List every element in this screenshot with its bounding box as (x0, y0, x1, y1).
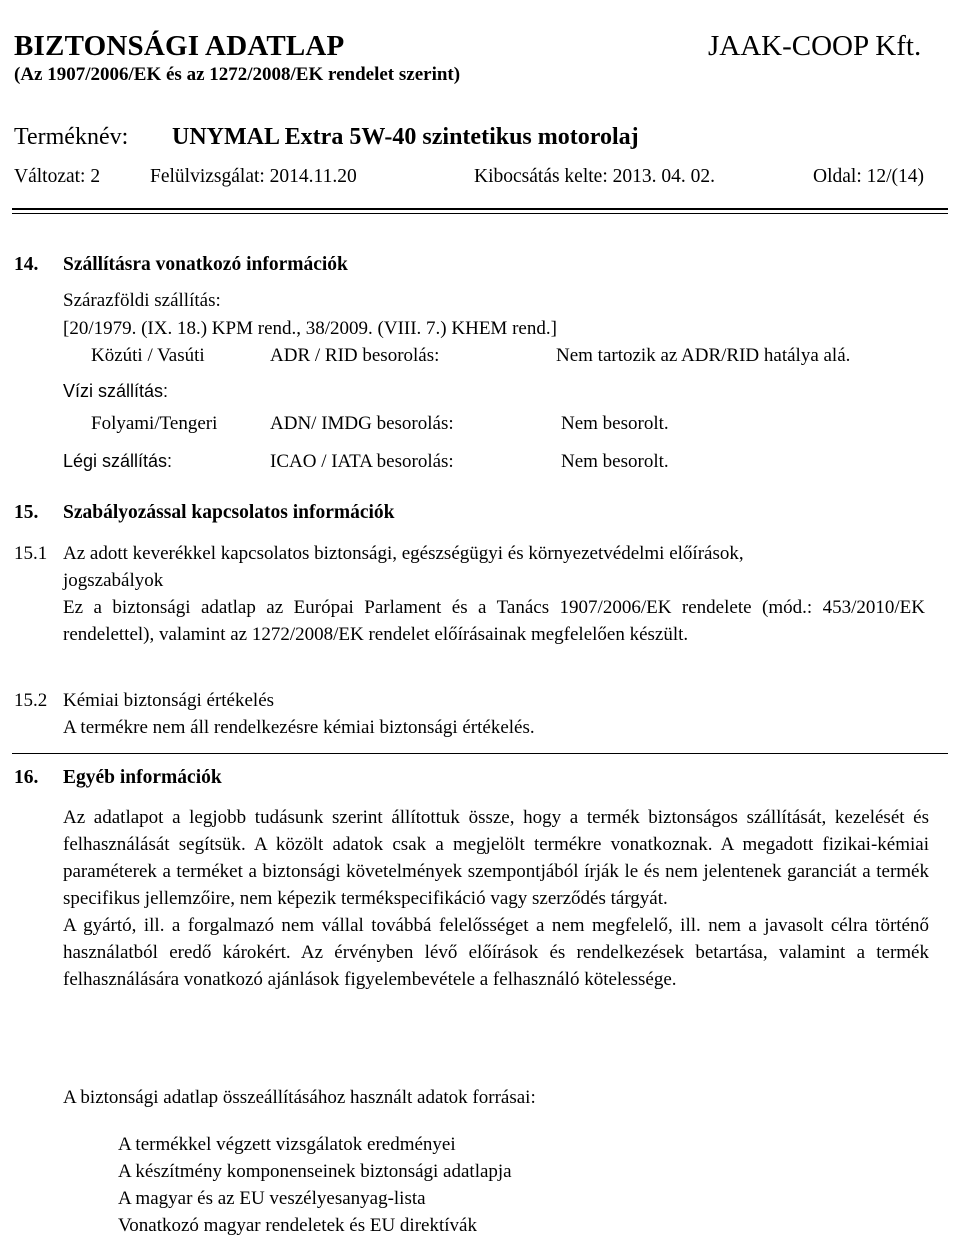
section-divider (12, 753, 948, 754)
subsection-15-1-text (63, 594, 925, 648)
section-16-title: Egyéb információk (63, 767, 222, 788)
road-rail-mode: Közúti / Vasúti (91, 345, 205, 366)
issue-date: Kibocsátás kelte: 2013. 04. 02. (474, 166, 715, 187)
list-item: Vonatkozó magyar rendeletek és EU direktívák (118, 1215, 477, 1236)
subsection-15-2-number: 15.2 (14, 690, 48, 711)
road-rail-value: Nem tartozik az ADR/RID hatálya alá. (556, 345, 851, 366)
air-classification: ICAO / IATA besorolás: (270, 451, 454, 472)
sources-heading: A biztonsági adatlap összeállításához használt adatok forrásai: (63, 1087, 536, 1108)
section-16-paragraph-2: A gyártó, ill. a forgalmazó nem vállal továbbá felelősséget a nem megfelelő, ill. nem a javasolt célra történő használatból eredő károkért. Az érvényben lévő előírások és rendelkezések betartása, valamint a termék felhasználására vonatkozó ajánlások figyelembevétele a felhasználó kötelessége. (63, 915, 929, 990)
section-16-number: 16. (14, 767, 39, 788)
land-transport-regulations: [20/1979. (IX. 18.) KPM rend., 38/2009. (VIII. 7.) KHEM rend.] (63, 318, 557, 339)
air-transport-label: Légi szállítás: (63, 451, 173, 471)
section-15-number: 15. (14, 502, 39, 523)
section-15-title: Szabályozással kapcsolatos információk (63, 502, 395, 523)
water-transport-label: Vízi szállítás: (63, 381, 169, 401)
list-item: A magyar és az EU veszélyesanyag-lista (118, 1188, 426, 1209)
section-16-paragraph-1: Az adatlapot a legjobb tudásunk szerint állítottuk össze, hogy a termék biztonságos szállítását, kezelését és felhasználását segítsük. A közölt adatok csak a megjelölt termékre vonatkoznak. A megadott fizikai-kémiai paraméterek a terméket a biztonsági követelmények szempontjából írják le és nem jelentenek garanciát a termék specifikus jellemzőire, nem képezik termékspecifikáció vagy szerződés tárgyát. (63, 807, 929, 909)
sources-list (118, 1131, 512, 1239)
product-name: UNYMAL Extra 5W-40 szintetikus motorolaj (172, 124, 639, 150)
road-rail-classification: ADR / RID besorolás: (270, 345, 440, 366)
document-title: BIZTONSÁGI ADATLAP (14, 30, 345, 62)
list-item: A termékkel végzett vizsgálatok eredményei (118, 1134, 456, 1155)
version: Változat: 2 (14, 166, 101, 187)
air-value: Nem besorolt. (561, 451, 669, 472)
subsection-15-2-text: A termékre nem áll rendelkezésre kémiai biztonsági értékelés. (63, 717, 535, 738)
subsection-15-1-title-cont: jogszabályok (63, 570, 164, 591)
section-16-body (63, 804, 929, 993)
subsection-15-1-number: 15.1 (14, 543, 48, 564)
water-value: Nem besorolt. (561, 413, 669, 434)
section-14-title: Szállításra vonatkozó információk (63, 254, 348, 275)
water-transport-mode: Folyami/Tengeri (91, 413, 218, 434)
page-number: Oldal: 12/(14) (813, 166, 925, 187)
water-classification: ADN/ IMDG besorolás: (270, 413, 454, 434)
product-label: Terméknév: (14, 124, 129, 150)
subsection-15-1-title: Az adott keverékkel kapcsolatos biztonsági, egészségügyi és környezetvédelmi előírások, (63, 543, 744, 564)
land-transport-label: Szárazföldi szállítás: (63, 290, 221, 311)
subsection-15-1-paragraph: Ez a biztonsági adatlap az Európai Parlament és a Tanács 1907/2006/EK rendelete (mód.: 453/2010/EK rendelettel), valamint az 1272/2008/EK rendelet előírásainak megfelelően készült. (63, 597, 925, 645)
header-divider (12, 208, 948, 210)
company-name: JAAK-COOP Kft. (708, 30, 922, 62)
section-14-number: 14. (14, 254, 39, 275)
subsection-15-2-title: Kémiai biztonsági értékelés (63, 690, 275, 711)
header-divider-thin (12, 213, 948, 214)
list-item: A készítmény komponenseinek biztonsági adatlapja (118, 1161, 512, 1182)
regulation-reference: (Az 1907/2006/EK és az 1272/2008/EK rendelet szerint) (14, 64, 461, 85)
revision-date: Felülvizsgálat: 2014.11.20 (150, 166, 357, 187)
